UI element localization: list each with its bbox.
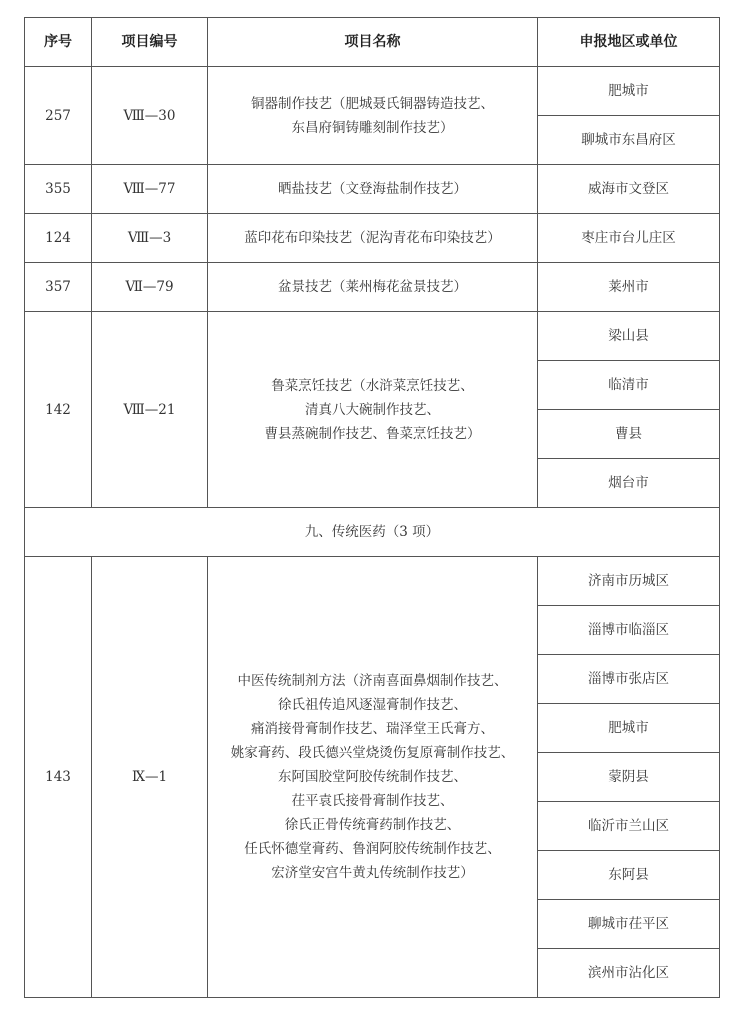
- cell-region: 淄博市张店区: [538, 655, 720, 704]
- cell-name: [208, 67, 538, 165]
- cell-seq: 143: [25, 557, 92, 998]
- cell-region: 临清市: [538, 361, 720, 410]
- heritage-table: [24, 17, 720, 998]
- cell-region: 东阿县: [538, 851, 720, 900]
- name-line: 宏济堂安宫牛黄丸传统制作技艺）: [271, 865, 474, 881]
- cell-region: 肥城市: [538, 67, 720, 116]
- cell-region: 蒙阴县: [538, 753, 720, 802]
- header-name: 项目名称: [208, 18, 538, 67]
- table-row: [25, 67, 720, 116]
- cell-region: 聊城市东昌府区: [538, 116, 720, 165]
- table-row: [25, 557, 720, 606]
- name-line: 中医传统制剂方法（济南喜面鼻烟制作技艺、: [237, 673, 508, 689]
- cell-region: 滨州市沾化区: [538, 949, 720, 998]
- cell-seq: 355: [25, 165, 92, 214]
- cell-region: 淄博市临淄区: [538, 606, 720, 655]
- cell-name: [208, 263, 538, 312]
- cell-region: 烟台市: [538, 459, 720, 508]
- cell-region: 威海市文登区: [538, 165, 720, 214]
- section-title: 九、传统医药（3 项）: [25, 508, 720, 557]
- cell-region: 枣庄市台儿庄区: [538, 214, 720, 263]
- name-line: 姚家膏药、段氏德兴堂烧烫伤复原膏制作技艺、: [230, 745, 515, 761]
- cell-code: Ⅸ—1: [92, 557, 208, 998]
- name-line: 任氏怀德堂膏药、鲁润阿胶传统制作技艺、: [244, 841, 501, 857]
- cell-name: [208, 165, 538, 214]
- cell-region: 梁山县: [538, 312, 720, 361]
- table-row: [25, 214, 720, 263]
- table-row: [25, 312, 720, 361]
- cell-code: Ⅷ—21: [92, 312, 208, 508]
- name-line: 徐氏祖传追风逐湿膏制作技艺、: [278, 697, 467, 713]
- header-code: 项目编号: [92, 18, 208, 67]
- cell-region: 临沂市兰山区: [538, 802, 720, 851]
- cell-seq: 257: [25, 67, 92, 165]
- cell-code: Ⅷ—3: [92, 214, 208, 263]
- name-line: 徐氏正骨传统膏药制作技艺、: [284, 817, 461, 833]
- table-row: [25, 165, 720, 214]
- cell-region: 肥城市: [538, 704, 720, 753]
- name-line: 曹县蒸碗制作技艺、鲁菜烹饪技艺）: [264, 425, 481, 442]
- table-row: [25, 263, 720, 312]
- table-header-row: [25, 18, 720, 67]
- cell-seq: 124: [25, 214, 92, 263]
- name-line: 茌平袁氏接骨膏制作技艺、: [291, 793, 454, 809]
- header-region: 申报地区或单位: [538, 18, 720, 67]
- cell-seq: 357: [25, 263, 92, 312]
- header-seq: 序号: [25, 18, 92, 67]
- cell-name: [208, 312, 538, 508]
- cell-region: 曹县: [538, 410, 720, 459]
- cell-region: 莱州市: [538, 263, 720, 312]
- name-line: 铜器制作技艺（肥城聂氏铜器铸造技艺、: [251, 95, 494, 112]
- cell-code: Ⅷ—30: [92, 67, 208, 165]
- cell-code: Ⅷ—77: [92, 165, 208, 214]
- cell-name: [208, 557, 538, 998]
- name-line: 晒盐技艺（文登海盐制作技艺）: [278, 181, 467, 197]
- section-row: [25, 508, 720, 557]
- name-line: 东昌府铜铸雕刻制作技艺）: [291, 119, 454, 136]
- name-line: 盆景技艺（莱州梅花盆景技艺）: [278, 279, 467, 295]
- name-line: 清真八大碗制作技艺、: [305, 401, 440, 418]
- cell-region: 济南市历城区: [538, 557, 720, 606]
- name-line: 痛消接骨膏制作技艺、瑞泽堂王氏膏方、: [251, 721, 494, 737]
- cell-code: Ⅶ—79: [92, 263, 208, 312]
- cell-name: [208, 214, 538, 263]
- name-line: 蓝印花布印染技艺（泥沟青花布印染技艺）: [244, 230, 501, 246]
- name-line: 东阿国胶堂阿胶传统制作技艺、: [278, 769, 467, 785]
- cell-region: 聊城市茌平区: [538, 900, 720, 949]
- cell-seq: 142: [25, 312, 92, 508]
- name-line: 鲁菜烹饪技艺（水浒菜烹饪技艺、: [271, 377, 474, 394]
